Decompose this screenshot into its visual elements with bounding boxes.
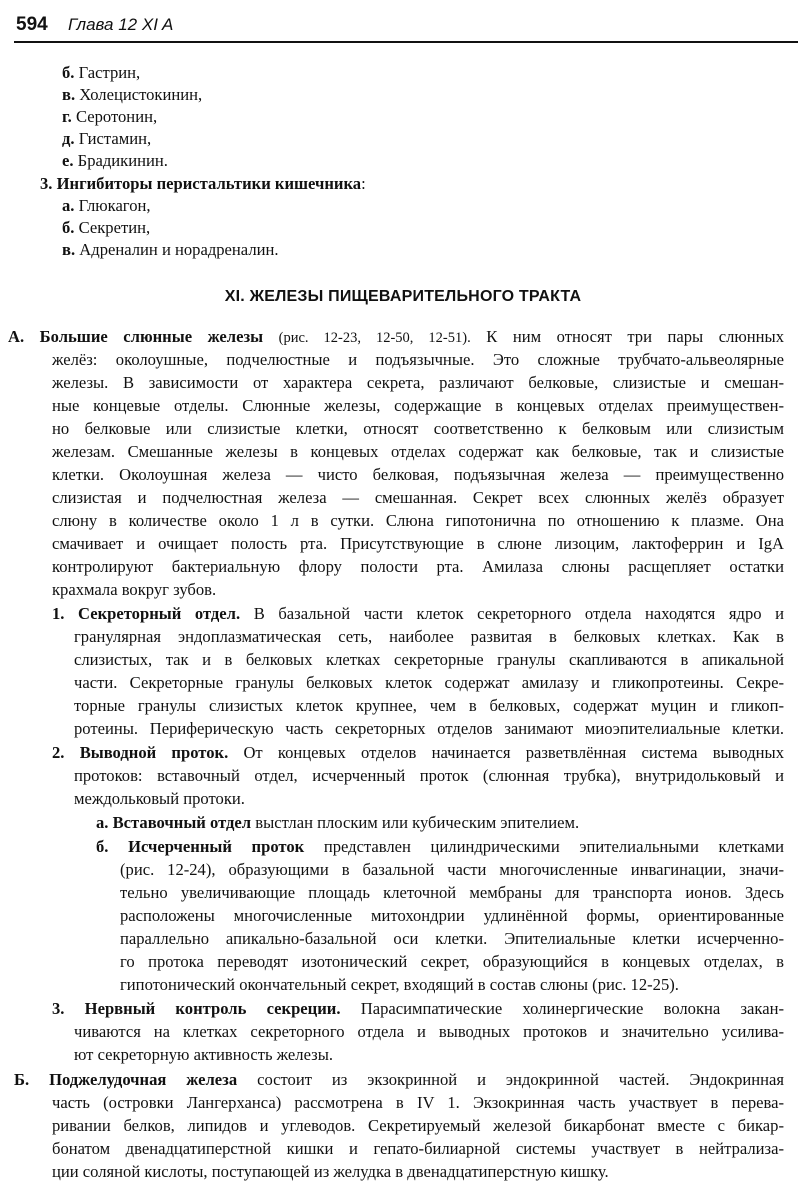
paragraph-line: крахмала вокруг зубов. [52, 580, 217, 599]
paragraph-line: слизистых, так и в белковых клетках секреторные гранулы скапливаются в апикальной [74, 650, 784, 669]
page-number: 594 [16, 14, 48, 35]
list-item: д. Гистамин, [62, 129, 152, 148]
paragraph-line: а. Вставочный отдел выстлан плоским или кубическим эпителием. [96, 813, 580, 832]
paragraph-line: гранулярная эндоплазматическая сеть, наиболее развитая в белковых клетках. Как в [74, 627, 784, 646]
paragraph-line: но белковые или слизистые клетки, относят соответственно к белковым или слизистым [52, 419, 784, 438]
paragraph-line: 1. Секреторный отдел. В базальной части клеток секреторного отдела находятся ядро и [52, 604, 785, 623]
paragraph-line: междольковый протоки. [74, 789, 245, 808]
paragraph-line: Б. Поджелудочная железа состоит из экзокринной и эндокринной частей. Эндокринная [14, 1070, 785, 1089]
list-item: в. Холецистокинин, [62, 85, 203, 104]
paragraph-line: клетки. Околоушная железа — чисто белковая, подъязычная железа — преимущественно [52, 465, 784, 484]
paragraph-line: ции соляной кислоты, поступающей из желудка в двенадцатиперстную кишку. [52, 1162, 609, 1181]
list-item: е. Брадикинин. [62, 151, 168, 170]
list-item: в. Адреналин и норадреналин. [62, 240, 279, 259]
paragraph-line: железам. Смешанные железы в концевых отделах содержат как белковые, так и слизистые [52, 442, 784, 461]
paragraph-line: протоков: вставочный отдел, исчерченный проток (слюнная трубка), внутридольковый и [74, 766, 784, 785]
paragraph-line: ные концевые отделы. Слюнные железы, содержащие в концевых отделах преимуществен- [52, 396, 784, 415]
chapter-label: Глава 12 XI A [68, 15, 174, 34]
paragraph-line: параллельно апикально-базальной оси клетки. Эпителиальные клетки исчерченно- [120, 929, 784, 948]
paragraph-line: часть (островки Лангерханса) рассмотрена в IV 1. Экзокринная часть участвует в перева- [52, 1093, 784, 1112]
paragraph-line: (рис. 12-24), образующими в базальной части многочисленные инвагинации, значи- [120, 860, 784, 879]
paragraph-line: гипотонический окончательный секрет, входящий в состав слюны (рис. 12-25). [120, 975, 679, 994]
paragraph-line: слюну в количестве около 1 л в сутки. Слюна гипотонична по отношению к плазме. Она [52, 511, 784, 530]
list-item: б. Гастрин, [62, 63, 141, 82]
page-header [14, 12, 798, 40]
paragraph-line: чиваются на клетках секреторного отдела и выводных протоков и значительно усилива- [74, 1022, 784, 1041]
paragraph-line: слизистая и подчелюстная железа — смешанная. Секрет всех слюнных желёз образует [52, 488, 784, 507]
paragraph-line: ют секреторную активность железы. [74, 1045, 333, 1064]
paragraph-line: 3. Нервный контроль секреции. Парасимпатические холинергические волокна закан- [52, 999, 784, 1018]
paragraph-line: контролируют бактериальную флору полости рта. Амилаза слюны расщепляет остатки [52, 557, 784, 576]
paragraph-line: А. Большие слюнные железы (рис. 12-23, 12-50, 12-51). К ним относят три пары слюнных [8, 327, 784, 346]
paragraph-line: бонатом двенадцатиперстной кишки и гепато-билиарной системы участвует в нейтрализа- [52, 1139, 784, 1158]
list-item: а. Глюкагон, [62, 196, 151, 215]
paragraph-line: части. Секреторные гранулы белковых клеток содержат амилазу и гликопротеины. Секре- [74, 673, 784, 692]
paragraph-line: смачивает и очищает полость рта. Присутствующие в слюне лизоцим, лактоферрин и IgA [52, 534, 784, 553]
paragraph-line: 2. Выводной проток. От концевых отделов начинается разветвлённая система выводных [52, 743, 784, 762]
header-rule [14, 41, 798, 43]
paragraph-line: желёз: околоушные, подчелюстные и подъязычные. Это сложные трубчато-альвеолярные [52, 350, 784, 369]
list-item: г. Серотонин, [62, 107, 158, 126]
section-title: XI. ЖЕЛЕЗЫ ПИЩЕВАРИТЕЛЬНОГО ТРАКТА [224, 288, 582, 305]
paragraph-line: торные гранулы слизистых клеток крупнее, чем в белковых, содержат муцин и гликоп- [74, 696, 784, 715]
inhibitors-heading: 3. Ингибиторы перистальтики кишечника: [40, 174, 366, 193]
paragraph-line: расположены многочисленные митохондрии удлинённой формы, ориентированные [120, 906, 784, 925]
paragraph-line: ротеины. Периферическую часть секреторных отделов занимают миоэпителиальные клетки. [74, 719, 784, 738]
paragraph-line: тельно увеличивающие площадь клеточной мембраны для транспорта ионов. Здесь [120, 883, 784, 902]
paragraph-line: ривании белков, липидов и углеводов. Секретируемый железой бикарбонат вместе с бикар- [52, 1116, 784, 1135]
paragraph-line: го протока переводят изотонический секрет, образующийся в концевых отделах, в [120, 952, 784, 971]
paragraph-line: железы. В зависимости от характера секрета, различают белковые, слизистые и смешан- [52, 373, 784, 392]
paragraph-line: б. Исчерченный проток представлен цилиндрическими эпителиальными клетками [96, 837, 784, 856]
list-item: б. Секретин, [62, 218, 151, 237]
